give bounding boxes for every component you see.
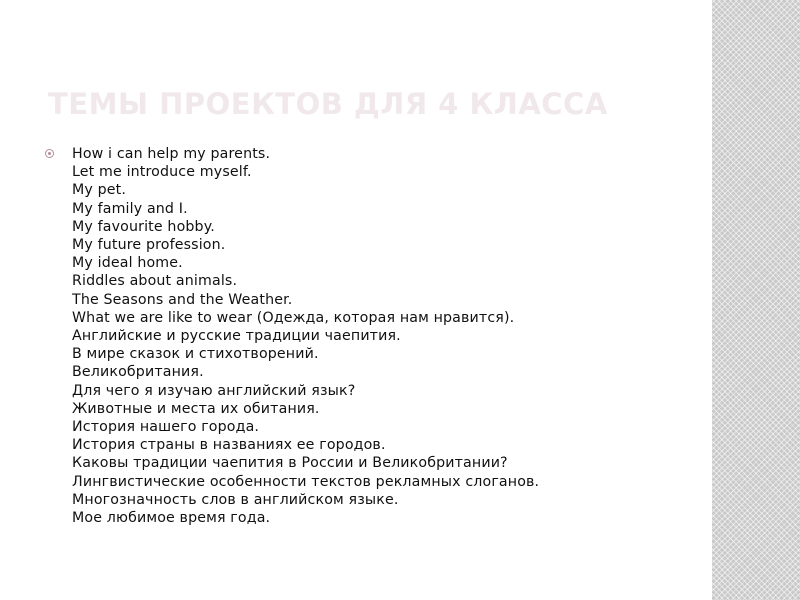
topic-item: Riddles about animals. [72, 273, 238, 290]
topic-item: My favourite hobby. [72, 218, 215, 235]
topic-item: My pet. [72, 182, 127, 199]
slide-title: ТЕМЫ ПРОЕКТОВ ДЛЯ 4 КЛАССА [48, 87, 608, 121]
topic-item: Мое любимое время года. [72, 510, 271, 527]
topic-item: The Seasons and the Weather. [72, 291, 293, 308]
circle-bullet-icon [45, 149, 54, 158]
topic-item: Каковы традиции чаепития в России и Великобритании? [72, 455, 508, 472]
topic-list [72, 145, 692, 527]
topic-item: Животные и места их обитания. [72, 400, 320, 417]
topic-item: Let me introduce myself. [72, 164, 252, 181]
topic-item: What we are like to wear (Одежда, которая нам нравится). [72, 309, 515, 326]
topic-item: My ideal home. [72, 255, 183, 272]
topic-item: My family and I. [72, 200, 188, 217]
topic-item: Для чего я изучаю английский язык? [72, 382, 356, 399]
topic-item: В мире сказок и стихотворений. [72, 346, 319, 363]
topic-item: Великобритания. [72, 364, 204, 381]
topic-item: How i can help my parents. [72, 146, 271, 162]
topic-item: Английские и русские традиции чаепития. [72, 328, 401, 345]
topic-item: Лингвистические особенности текстов рекламных слоганов. [72, 473, 540, 490]
decorative-side-panel [712, 0, 800, 600]
topic-item: My future profession. [72, 237, 226, 254]
topic-item: История нашего города. [72, 419, 260, 436]
topic-item: История страны в названиях ее городов. [72, 437, 386, 454]
topic-item: Многозначность слов в английском языке. [72, 491, 399, 508]
